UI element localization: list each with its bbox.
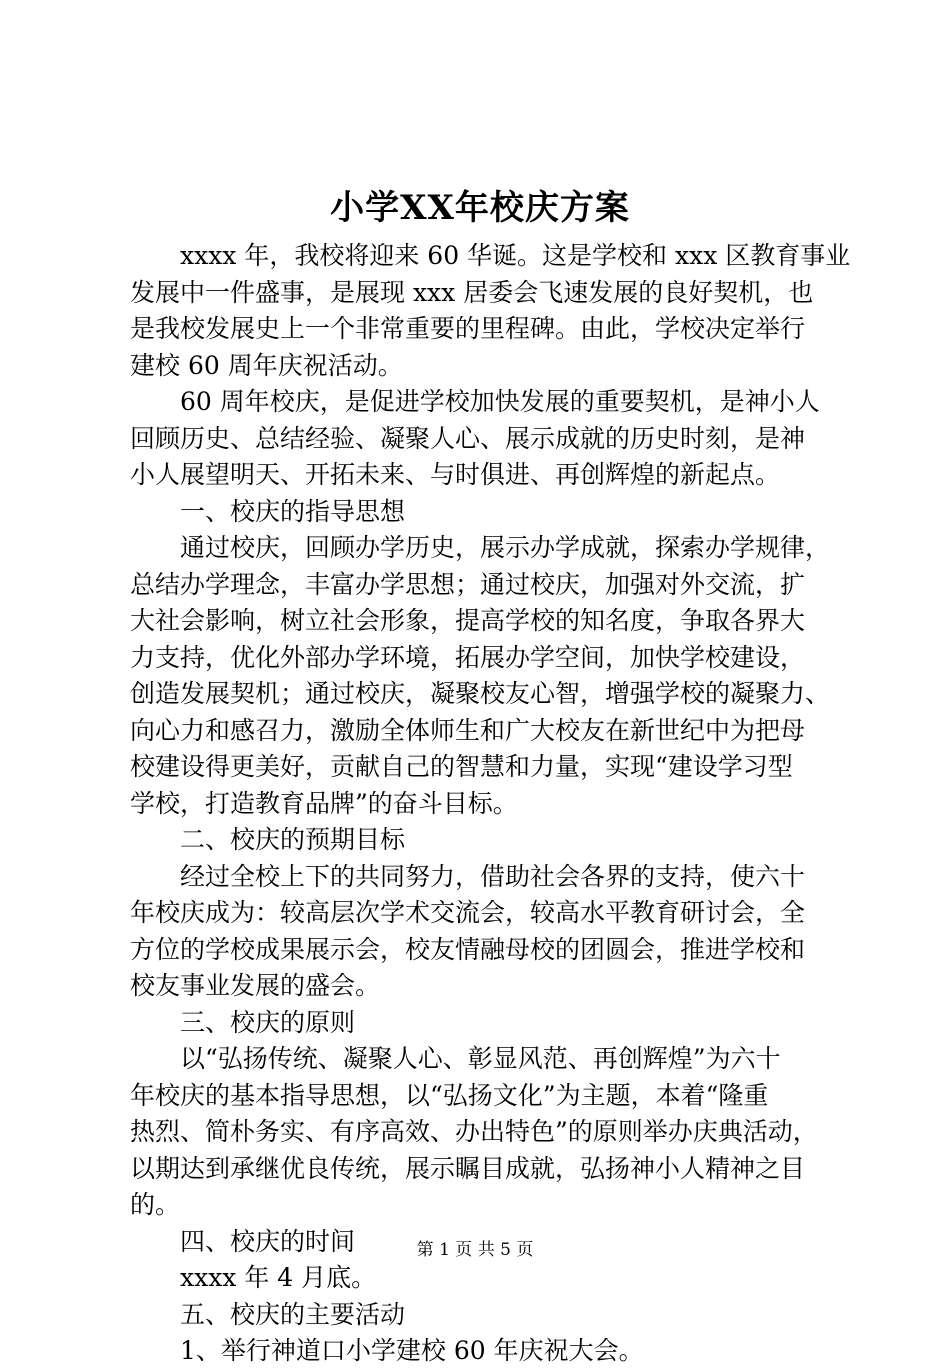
document-body bbox=[130, 238, 851, 1370]
text-line: 大社会影响，树立社会形象，提高学校的知名度，争取各界大 bbox=[130, 606, 806, 635]
text-line: 经过全校上下的共同努力，借助社会各界的支持，使六十 bbox=[180, 861, 806, 891]
document-page bbox=[130, 178, 851, 1370]
text-line: 校建设得更美好，贡献自己的智慧和力量，实现“建设学习型 bbox=[130, 752, 793, 781]
text-line: 校友事业发展的盛会。 bbox=[130, 971, 381, 1000]
text-line: 总结办学理念，丰富办学思想；通过校庆，加强对外交流，扩 bbox=[130, 569, 806, 599]
text-line: 小人展望明天、开拓未来、与时俱进、再创辉煌的新起点。 bbox=[130, 460, 781, 489]
text-line: 1、举行神道口小学建校 60 年庆祝大会。 bbox=[180, 1336, 644, 1365]
text-line: 力支持，优化外部办学环境，拓展办学空间，加快学校建设， bbox=[130, 642, 806, 672]
text-line: 回顾历史、总结经验、凝聚人心、展示成就的历史时刻，是神 bbox=[130, 423, 806, 453]
text-line: 60 周年校庆，是促进学校加快发展的重要契机，是神小人 bbox=[180, 387, 820, 416]
text-line: 一、校庆的指导思想 bbox=[180, 496, 406, 526]
text-line: 以期达到承继优良传统，展示瞩目成就，弘扬神小人精神之目 bbox=[130, 1153, 806, 1183]
text-line: 的。 bbox=[130, 1190, 181, 1219]
text-line: 创造发展契机；通过校庆，凝聚校友心智，增强学校的凝聚力、 bbox=[130, 679, 831, 708]
text-line: 三、校庆的原则 bbox=[180, 1007, 356, 1037]
page-footer: 第 1 页 共 5 页 bbox=[416, 1240, 534, 1260]
text-line: 学校，打造教育品牌”的奋斗目标。 bbox=[130, 788, 518, 818]
document-title: 小学XX年校庆方案 bbox=[330, 188, 630, 228]
text-line: 以“弘扬传统、凝聚人心、彰显风范、再创辉煌”为六十 bbox=[180, 1044, 781, 1073]
text-line: 年校庆成为：较高层次学术交流会，较高水平教育研讨会，全 bbox=[130, 898, 806, 927]
text-line: 方位的学校成果展示会，校友情融母校的团圆会，推进学校和 bbox=[130, 934, 806, 964]
text-line: 二、校庆的预期目标 bbox=[180, 825, 406, 854]
text-line: 热烈、简朴务实、有序高效、办出特色”的原则举办庆典活动， bbox=[130, 1117, 818, 1146]
text-line: xxxx 年 4 月底。 bbox=[180, 1263, 377, 1292]
text-line: 四、校庆的时间 bbox=[180, 1226, 356, 1256]
text-line: 通过校庆，回顾办学历史，展示办学成就，探索办学规律， bbox=[180, 533, 831, 562]
text-line: 建校 60 周年庆祝活动。 bbox=[130, 350, 403, 380]
text-line: 年校庆的基本指导思想，以“弘扬文化”为主题，本着“隆重 bbox=[130, 1080, 769, 1110]
text-line: 向心力和感召力，激励全体师生和广大校友在新世纪中为把母 bbox=[130, 715, 806, 745]
text-line: 发展中一件盛事，是展现 xxx 居委会飞速发展的良好契机，也 bbox=[130, 277, 814, 307]
text-line: 五、校庆的主要活动 bbox=[180, 1299, 406, 1329]
text-line: 是我校发展史上一个非常重要的里程碑。由此，学校决定举行 bbox=[130, 314, 806, 343]
text-line: xxxx 年，我校将迎来 60 华诞。这是学校和 xxx 区教育事业 bbox=[180, 241, 851, 270]
